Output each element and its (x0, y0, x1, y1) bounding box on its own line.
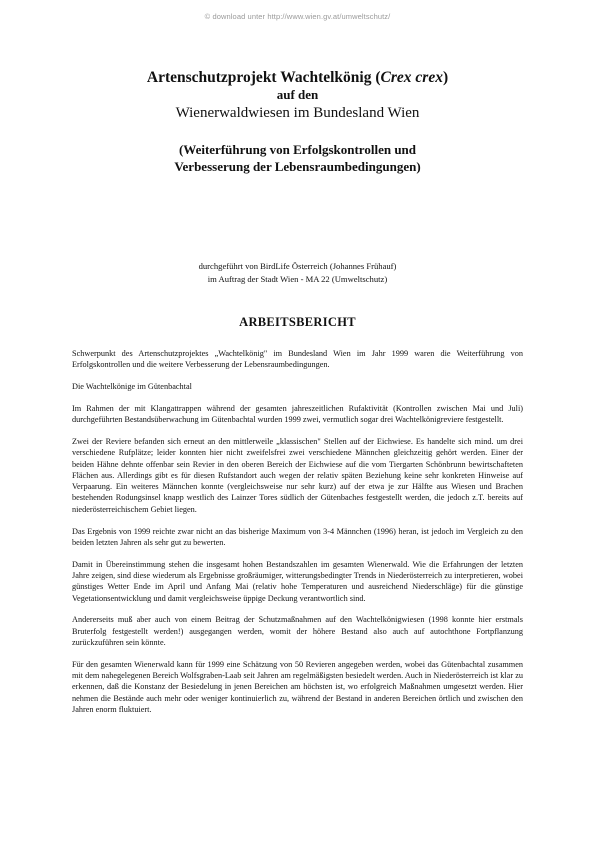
main-title-suffix: ) (442, 69, 449, 86)
title-region: Wienerwaldwiesen im Bundesland Wien (175, 105, 420, 121)
section-heading: Die Wachtelkönige im Gütenbachtal (72, 382, 192, 392)
title-block (60, 68, 535, 175)
paragraph: Für den gesamten Wienerwald kann für 1999 eine Schätzung von 50 Revieren angegeben werden, wobei das Gütenbachtal zusammen mit dem nahegelegenen Bereich Wolfsgraben-Laab seit Jahren am regelmäßigsten besiedelt werden. Auch in Niederösterreich ist klar zu erkennen, daß die Konstanz der Besiedelung in jenen Bereichen am höchsten ist, wo erfolgreich Maßnahmen umgesetzt werden. Hier nehmen die Bestände auch mehr oder weniger kontinuierlich zu, während der Bestand in anderen Bereichen örtlich und zwischen den Jahren enorm fluktuiert. (72, 659, 523, 714)
title-connector: auf den (276, 87, 319, 102)
paragraph: Im Rahmen der mit Klangattrappen während der gesamten jahreszeitlichen Rufaktivität (Kontrollen zwischen Mai und Juli) durchgeführten Bestandsüberwachung im Gütenbachtal wurden 1999 zwei, vermutlich sogar drei Wachtelkönigreviere festgestellt. (72, 403, 523, 425)
subtitle (60, 141, 535, 175)
body-text (72, 348, 523, 726)
byline (60, 260, 535, 285)
paragraph: Damit in Übereinstimmung stehen die insgesamt hohen Bestandszahlen im gesamten Wienerwald. Wie die Erfahrungen der letzten Jahre zeigen, sind diese wiederum als Ergebnisse großräumiger, witterungsbedingter Trends in Niederösterreich zu interpretieren, wobei günstiges Wetter Ende im April und Anfang Mai (relativ hohe Temperaturen und ausreichend Niederschläge) für die günstige Vegetationsentwicklung und damit vergleichsweise üppige Deckung verantwortlich sind. (72, 559, 523, 603)
paragraph: Andererseits muß aber auch von einem Beitrag der Schutzmaßnahmen auf den Wachtelkönigwiesen (1998 konnte hier erstmals Bruterfolg festgestellt werden!) ausgegangen werden, womit der höhere Bestand also auch auf autochthone Fortpflanzung zurückzuführen sein könnte. (72, 615, 523, 647)
paragraph-intro: Schwerpunkt des Artenschutzprojektes „Wachtelkönig" im Bundesland Wien im Jahr 1999 waren die Weiterführung von Erfolgskontrollen und die weitere Verbesserung der Lebensraumbedingungen. (72, 349, 523, 370)
report-heading: ARBEITSBERICHT (239, 315, 356, 329)
byline-author: durchgeführt von BirdLife Österreich (Johannes Frühauf) (198, 261, 397, 271)
main-title (60, 68, 535, 87)
main-title-prefix: Artenschutzprojekt Wachtelkönig ( (146, 69, 381, 86)
paragraph: Zwei der Reviere befanden sich erneut an den mittlerweile „klassischen" Stellen auf der Eichwiese. Es handelte sich mind. um drei verschiedene Rufplätze; leider konnten hier nicht zweifelsfrei zwei verschiedene Männchen gleichzeitig gehört werden. Einer der beiden Hähne dehnte offenbar sein Revier in den oberen Bereich der Eichwiese auf die vom Tiergarten Schönbrunn bewirtschafteten Flächen aus. Allerdings gibt es für diesen Rufstandort auch wegen der relativ späten Beziehung keine sehr konkreten Hinweise auf Verpaarung. Ein weiteres Männchen konnte (vergleichsweise nur sehr kurz) auf der etwa je zur Hälfte aus Wiesen und Brachen bestehenden Rodungsinsel knapp westlich des Lainzer Tores südlich der Gütenbaches festgestellt werden, die jedoch z.T. bereits auf niederösterreichischem Gebiet liegen. (72, 436, 523, 514)
subtitle-line-2: Verbesserung der Lebensraumbedingungen) (174, 159, 421, 174)
species-name: Crex crex (380, 69, 443, 86)
subtitle-line-1: (Weiterführung von Erfolgskontrollen und (178, 142, 417, 157)
paragraph: Das Ergebnis von 1999 reichte zwar nicht an das bisherige Maximum von 3-4 Männchen (1996) heran, ist jedoch im Vergleich zu den beiden letzten Jahren als sehr gut zu bewerten. (72, 526, 523, 547)
byline-commission: im Auftrag der Stadt Wien - MA 22 (Umweltschutz) (207, 273, 388, 284)
download-watermark[interactable]: © download unter http://www.wien.gv.at/umweltschutz/ (204, 12, 391, 21)
